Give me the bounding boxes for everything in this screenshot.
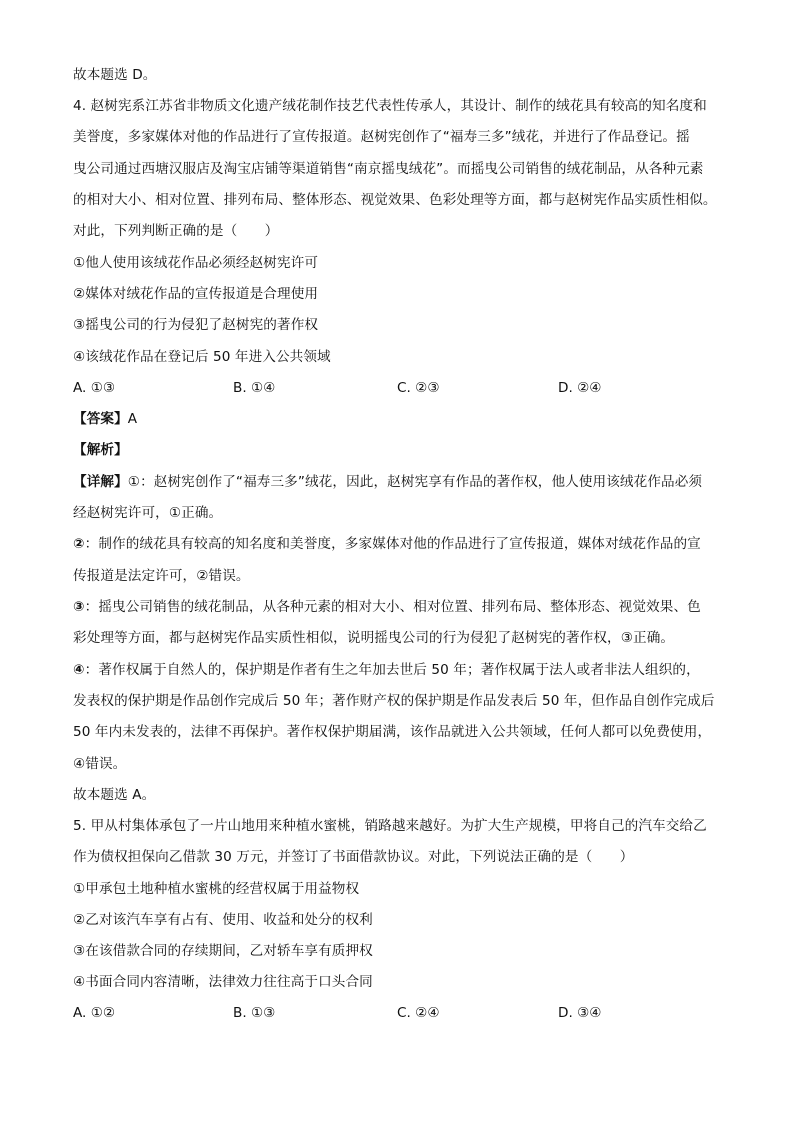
detail-text: ①：赵树宪创作了“福寿三多”绒花，因此，赵树宪享有作品的著作权，他人使用该绒花作品必须 <box>127 474 703 490</box>
q5-option-c[interactable]: C. ②④ <box>397 1005 440 1021</box>
q4-statement: ②媒体对绒花作品的宣传报道是合理使用 <box>73 286 319 302</box>
q5-options <box>73 1004 733 1022</box>
q4-detail-line: ④错误。 <box>73 756 127 772</box>
item-marker: ② <box>73 536 85 552</box>
q4-statement: ③摇曳公司的行为侵犯了赵树宪的著作权 <box>73 317 319 333</box>
q4-options <box>73 379 733 397</box>
q4-stem-line: 美誉度，多家媒体对他的作品进行了宣传报道。赵树宪创作了“福寿三多”绒花，并进行了作品登记。摇 <box>73 129 690 145</box>
q4-option-a[interactable]: A. ①③ <box>73 380 116 396</box>
q4-detail-line <box>73 473 702 491</box>
item-marker: ④ <box>73 662 85 678</box>
q4-stem-line: 对此，下列判断正确的是（ ） <box>73 223 279 239</box>
q4-statement: ④该绒花作品在登记后 50 年进入公共领域 <box>73 349 331 365</box>
detail-text: ：著作权属于自然人的，保护期是作者有生之年加去世后 50 年；著作权属于法人或者非法人组织的， <box>84 662 700 678</box>
q4-option-c[interactable]: C. ②③ <box>397 380 440 396</box>
prev-conclusion: 故本题选 D。 <box>73 67 157 83</box>
item-marker: ③ <box>73 599 85 615</box>
q4-detail-line: 传报道是法定许可，②错误。 <box>73 568 250 584</box>
q5-statement: ③在该借款合同的存续期间，乙对轿车享有质押权 <box>73 943 373 959</box>
q4-detail-line <box>73 598 701 616</box>
q5-statement: ②乙对该汽车享有占有、使用、收益和处分的权利 <box>73 912 373 928</box>
q4-option-d[interactable]: D. ②④ <box>558 380 602 396</box>
q4-detail-line <box>73 535 701 553</box>
q5-statement: ④书面合同内容清晰，法律效力往往高于口头合同 <box>73 974 373 990</box>
detail-tag: 【详解】 <box>73 474 128 490</box>
q5-option-a[interactable]: A. ①② <box>73 1005 116 1021</box>
detail-text: ：制作的绒花具有较高的知名度和美誉度，多家媒体对他的作品进行了宣传报道，媒体对绒花作品的宣 <box>84 536 701 552</box>
q5-stem-line: 作为债权担保向乙借款 30 万元，并签订了书面借款协议。对此，下列说法正确的是（ ） <box>73 849 634 865</box>
q5-option-d[interactable]: D. ③④ <box>558 1005 602 1021</box>
q4-detail-line: 50 年内未发表的，法律不再保护。著作权保护期届满，该作品就进入公共领域，任何人都可以免费使用， <box>73 724 712 740</box>
q4-option-b[interactable]: B. ①④ <box>233 380 276 396</box>
q4-detail-line <box>73 661 700 679</box>
q4-statement: ①他人使用该绒花作品必须经赵树宪许可 <box>73 255 319 271</box>
q4-detail-line: 发表权的保护期是作品创作完成后 50 年；著作财产权的保护期是作品发表后 50 年，但作品自创作完成后 <box>73 693 715 709</box>
q4-answer-line <box>73 410 137 428</box>
detail-text: ：摇曳公司销售的绒花制品，从各种元素的相对大小、相对位置、排列布局、整体形态、视觉效果、色 <box>84 599 701 615</box>
q5-option-b[interactable]: B. ①③ <box>233 1005 276 1021</box>
q5-stem-line: 5. 甲从村集体承包了一片山地用来种植水蜜桃，销路越来越好。为扩大生产规模，甲将自己的汽车交给乙 <box>73 818 707 834</box>
answer-tag: 【答案】 <box>73 411 128 427</box>
answer-value: A <box>127 411 138 427</box>
q4-detail-line: 彩处理等方面，都与赵树宪作品实质性相似，说明摇曳公司的行为侵犯了赵树宪的著作权，③正确。 <box>73 630 675 646</box>
q4-stem-line: 4. 赵树宪系江苏省非物质文化遗产绒花制作技艺代表性传承人，其设计、制作的绒花具有较高的知名度和 <box>73 98 707 114</box>
q4-conclusion: 故本题选 A。 <box>73 787 156 803</box>
q4-stem-line: 的相对大小、相对位置、排列布局、整体形态、视觉效果、色彩处理等方面，都与赵树宪作品实质性相似。 <box>73 192 717 208</box>
q4-detail-line: 经赵树宪许可，①正确。 <box>73 505 223 521</box>
analysis-tag: 【解析】 <box>73 442 128 458</box>
q5-statement: ①甲承包土地种植水蜜桃的经营权属于用益物权 <box>73 881 360 897</box>
q4-stem-line: 曳公司通过西塘汉服店及淘宝店铺等渠道销售“南京摇曳绒花”。而摇曳公司销售的绒花制品，从各种元素 <box>73 161 704 177</box>
